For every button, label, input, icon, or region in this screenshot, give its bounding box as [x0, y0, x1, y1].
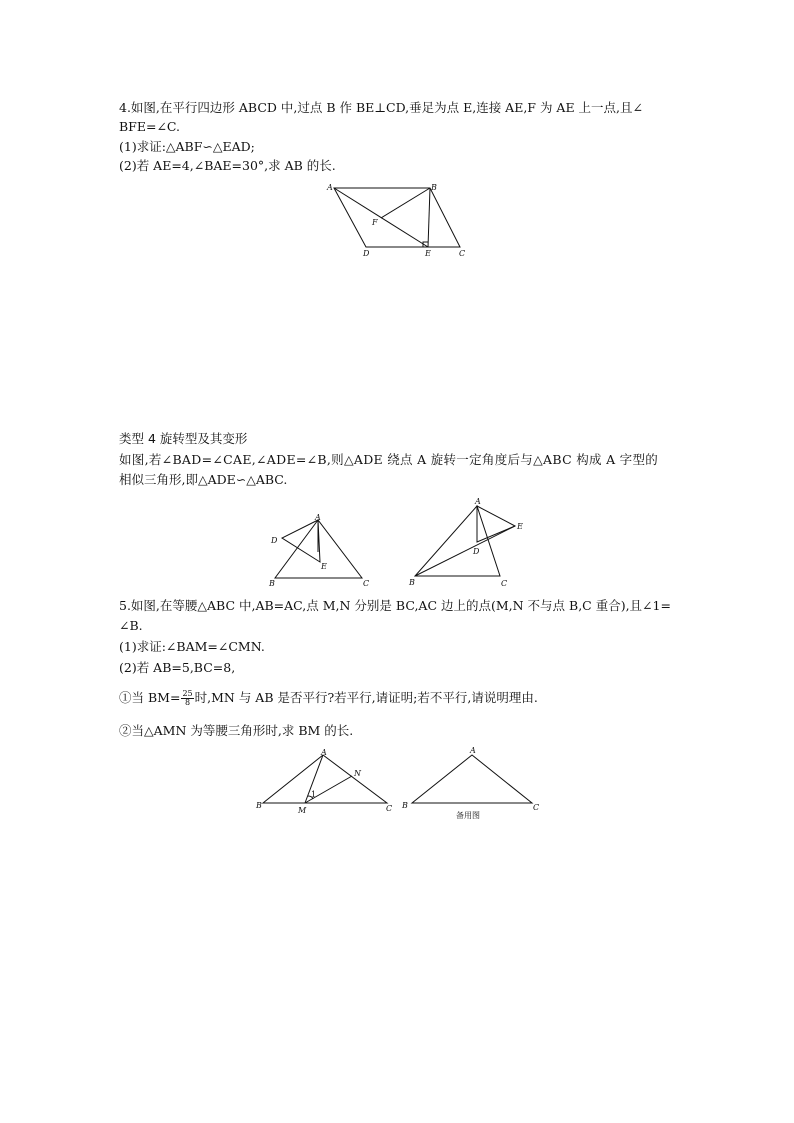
segment-be: [415, 526, 515, 576]
sub2-text: 当△AMN 为等腰三角形时,求 BM 的长.: [131, 723, 354, 738]
p5-label-c: C: [386, 804, 393, 813]
fraction-numerator: 25: [182, 689, 193, 698]
label-c: C: [459, 249, 466, 258]
spare-label-a: A: [470, 746, 476, 755]
type4-desc-line2: 相似三角形,即△ADE∽△ABC.: [119, 472, 288, 487]
fig1-label-a: A: [315, 513, 321, 522]
rotation-figure-2: [405, 496, 535, 592]
problem4-stem-line2: BFE=∠C.: [119, 119, 181, 134]
label-f: F: [372, 218, 378, 227]
sub1-prefix: 当 BM=: [131, 690, 181, 705]
spare-caption: 备用图: [456, 811, 480, 820]
p5-label-angle1: 1: [311, 790, 317, 799]
triangle-ade: [282, 520, 320, 562]
fig1-label-c: C: [363, 579, 370, 588]
label-d: D: [363, 249, 370, 258]
label-e: E: [425, 249, 431, 258]
label-a: A: [327, 183, 333, 192]
p5-label-n: N: [354, 769, 361, 778]
problem4-stem-line1: 4.如图,在平行四边形 ABCD 中,过点 B 作 BE⊥CD,垂足为点 E,连接 AE,F 为 AE 上一点,且∠: [119, 100, 644, 115]
p5-label-a: A: [321, 748, 327, 757]
problem5-part1: (1)求证:∠BAM=∠CMN.: [119, 639, 265, 654]
spare-label-c: C: [533, 803, 540, 812]
problem5-sub1: [119, 689, 538, 707]
fig2-label-c: C: [501, 579, 508, 588]
triangle-abc: [412, 755, 532, 803]
problem5-stem-line2: ∠B.: [119, 618, 143, 633]
segment-be: [428, 188, 430, 247]
label-b: B: [431, 183, 437, 192]
spare-figure: [400, 745, 550, 825]
parallelogram-figure: [320, 180, 480, 262]
fraction-25-8: [181, 690, 193, 707]
segment-bf: [381, 188, 430, 218]
problem4-part1: (1)求证:△ABF∽△EAD;: [119, 139, 255, 154]
p5-label-m: M: [298, 806, 307, 815]
fig2-label-d: D: [473, 547, 480, 556]
fraction-denominator: 8: [185, 698, 191, 707]
problem5-stem-line1: 5.如图,在等腰△ABC 中,AB=AC,点 M,N 分别是 BC,AC 边上的点(M,N 不与点 B,C 重合),且∠1=: [119, 598, 671, 613]
problem5-part2: (2)若 AB=5,BC=8,: [119, 660, 236, 675]
sub1-marker: ①: [119, 690, 132, 705]
triangle-abc: [263, 755, 387, 803]
parallelogram-abcd: [334, 188, 460, 247]
type4-heading: 类型 4 旋转型及其变形: [119, 431, 248, 446]
fig2-label-b: B: [409, 578, 415, 587]
sub1-suffix: 时,MN 与 AB 是否平行?若平行,请证明;若不平行,请说明理由.: [194, 690, 538, 705]
problem4-part2: (2)若 AE=4,∠BAE=30°,求 AB 的长.: [119, 158, 336, 173]
fig2-label-e: E: [517, 522, 523, 531]
problem5-sub2: [119, 722, 353, 740]
spare-label-b: B: [402, 801, 408, 810]
sub2-marker: ②: [119, 723, 132, 738]
fig1-label-d: D: [271, 536, 278, 545]
fig1-label-e: E: [321, 562, 327, 571]
type4-desc-line1: 如图,若∠BAD=∠CAE,∠ADE=∠B,则△ADE 绕点 A 旋转一定角度后与△ABC 构成 A 字型的: [119, 452, 659, 467]
fig1-label-b: B: [269, 579, 275, 588]
triangle-abc: [415, 506, 500, 576]
fig2-label-a: A: [475, 497, 481, 506]
rotation-figure-1: [266, 512, 376, 592]
isosceles-figure: [255, 750, 395, 818]
p5-label-b: B: [256, 801, 262, 810]
